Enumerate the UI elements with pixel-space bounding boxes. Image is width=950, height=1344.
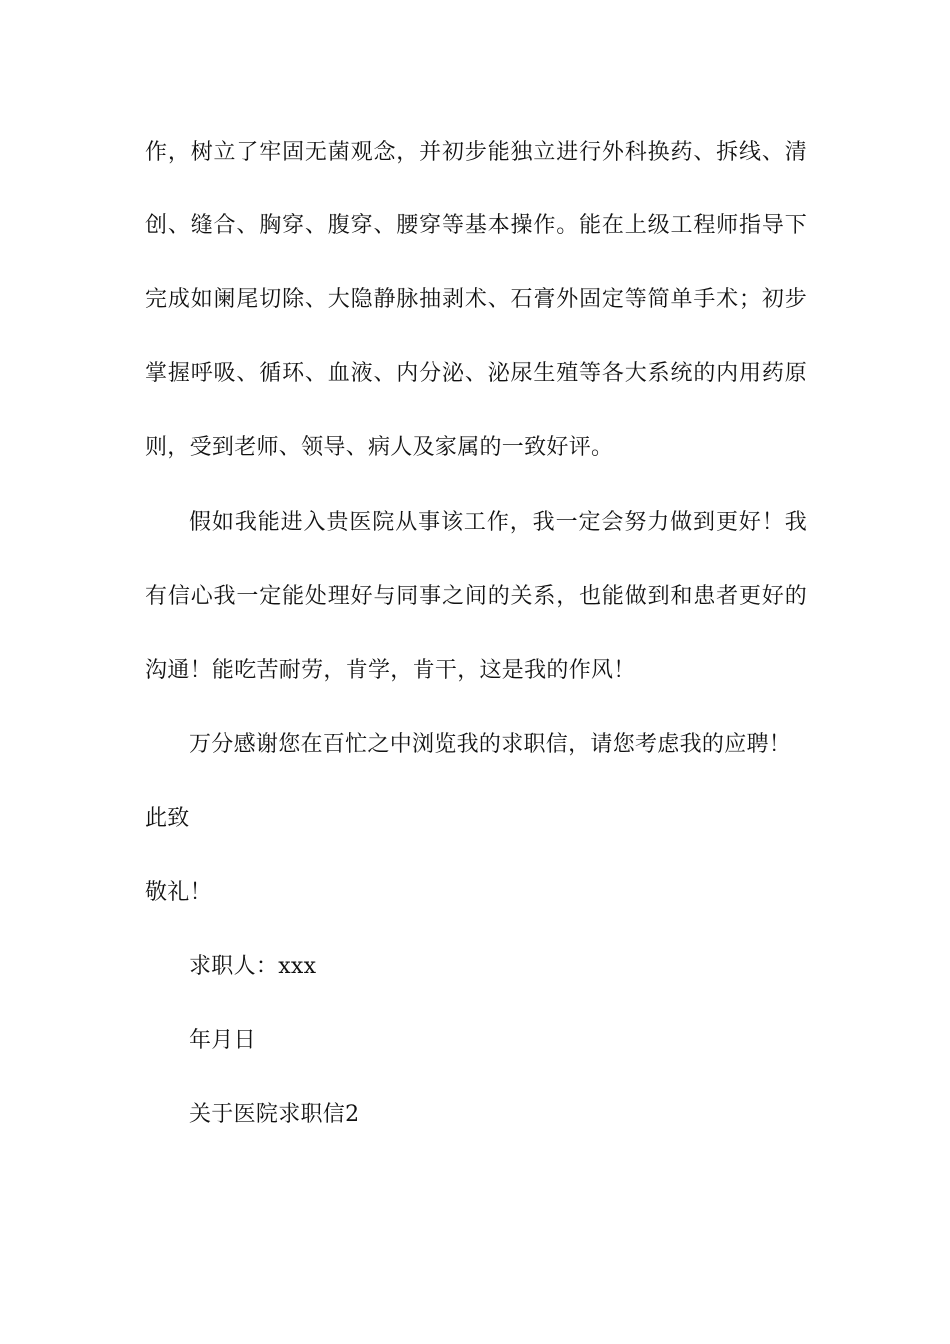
closing-regards: 敬礼！ [145,880,212,905]
paragraph-2-line-2: 有信心我一定能处理好与同事之间的关系，也能做到和患者更好的 [145,584,807,609]
signature-date: 年月日 [189,1028,256,1053]
paragraph-1-line-5: 则，受到老师、领导、病人及家属的一致好评。 [145,435,614,460]
paragraph-1-line-1: 作，树立了牢固无菌观念，并初步能独立进行外科换药、拆线、清 [145,140,807,165]
paragraph-1-line-4: 掌握呼吸、循环、血液、内分泌、泌尿生殖等各大系统的内用药原 [145,361,807,386]
paragraph-1-line-2: 创、缝合、胸穿、腹穿、腰穿等基本操作。能在上级工程师指导下 [145,213,807,238]
paragraph-3-line-1: 万分感谢您在百忙之中浏览我的求职信，请您考虑我的应聘！ [189,732,792,757]
closing-salutation: 此致 [145,806,190,831]
paragraph-2-line-1: 假如我能进入贵医院从事该工作，我一定会努力做到更好！我 [189,510,807,535]
next-section-title: 关于医院求职信2 [189,1102,360,1127]
paragraph-1-line-3: 完成如阑尾切除、大隐静脉抽剥术、石膏外固定等简单手术；初步 [145,287,807,312]
paragraph-2-line-3: 沟通！能吃苦耐劳，肯学，肯干，这是我的作风！ [145,658,636,683]
signature-applicant: 求职人：xxx [189,954,317,979]
